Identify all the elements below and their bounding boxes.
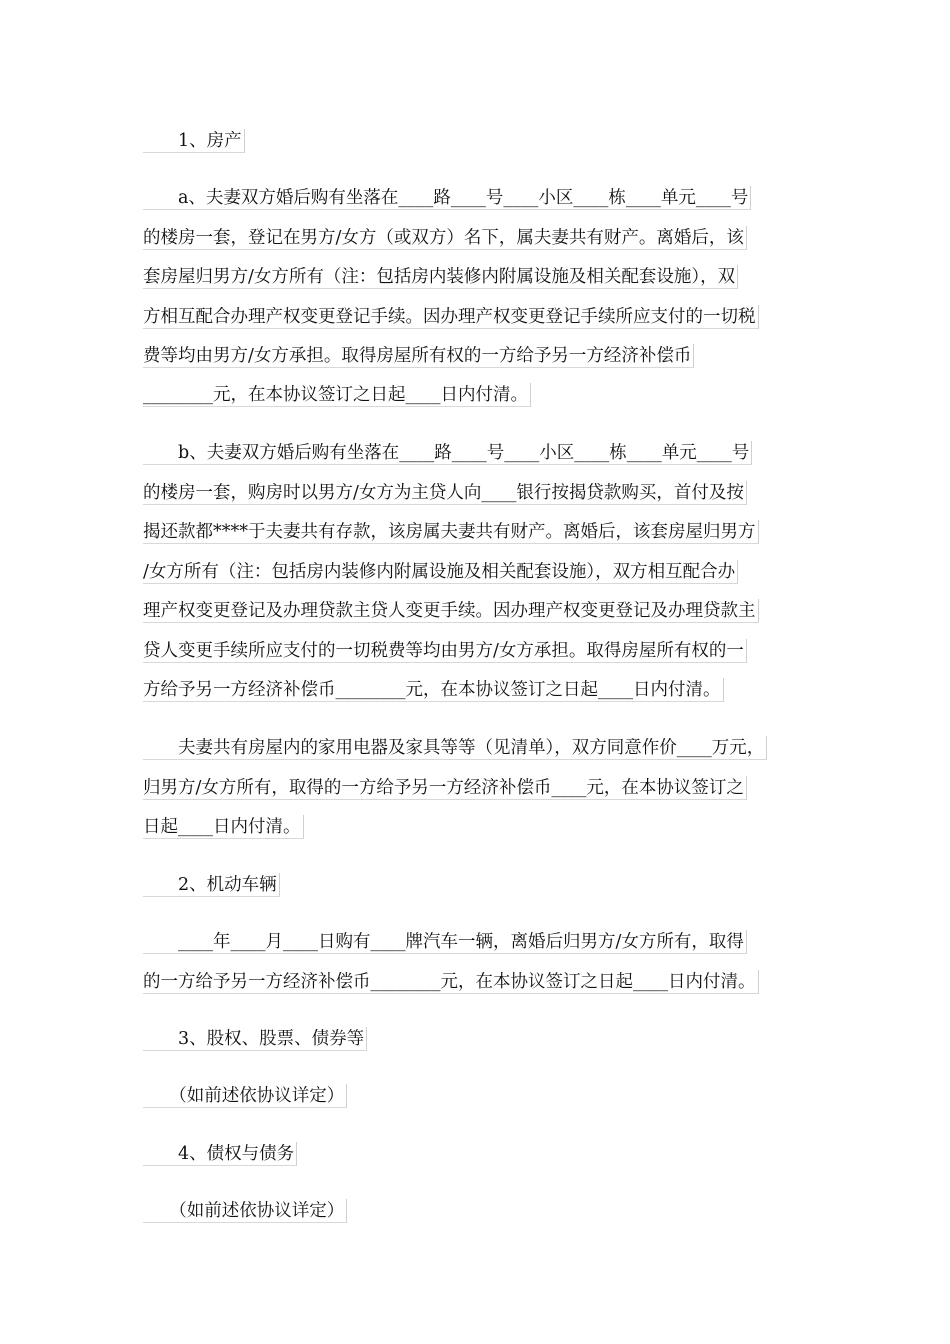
- paragraph-b-line-6: 贷人变更手续所应支付的一切税费等均由男方/女方承担。取得房屋所有权的一: [143, 639, 747, 663]
- paragraph-a-line-5: 费等均由男方/女方承担。取得房屋所有权的一方给予另一方经济补偿币: [143, 344, 694, 368]
- paragraph-a-line-4: 方相互配合办理产权变更登记手续。因办理产权变更登记手续所应支付的一切税: [143, 305, 759, 329]
- paragraph-b-line-3: 揭还款都****于夫妻共有存款，该房属夫妻共有财产。离婚后，该套房屋归男方: [143, 520, 759, 544]
- paragraph-c-line-3: 日起____日内付清。: [143, 815, 304, 839]
- paragraph-a-line-2: 的楼房一套，登记在男方/女方（或双方）名下，属夫妻共有财产。离婚后，该: [143, 226, 747, 250]
- paragraph-b-line-4: /女方所有（注：包括房内装修内附属设施及相关配套设施），双方相互配合办: [143, 560, 738, 584]
- paragraph-b-line-1: b、夫妻双方婚后购有坐落在____路____号____小区____栋____单元____号: [143, 441, 752, 465]
- section-heading-property: 1、房产: [143, 129, 245, 153]
- section-heading-vehicle: 2、机动车辆: [143, 873, 280, 897]
- paragraph-c-line-2: 归男方/女方所有，取得的一方给予另一方经济补偿币____元，在本协议签订之: [143, 776, 747, 800]
- paragraph-c-line-1: 夫妻共有房屋内的家用电器及家具等等（见清单），双方同意作价____万元，: [143, 736, 767, 760]
- paragraph-a-line-6: ________元，在本协议签订之日起____日内付清。: [143, 383, 531, 407]
- paragraph-d-line-1: ____年____月____日购有____牌汽车一辆，离婚后归男方/女方所有，取得: [143, 930, 747, 954]
- paragraph-d-line-2: 的一方给予另一方经济补偿币________元，在本协议签订之日起____日内付清。: [143, 970, 759, 994]
- paragraph-a-line-1: a、夫妻双方婚后购有坐落在____路____号____小区____栋____单元____号: [143, 186, 751, 210]
- paragraph-a-line-3: 套房屋归男方/女方所有（注：包括房内装修内附属设施及相关配套设施），双: [143, 265, 738, 289]
- paragraph-b-line-7: 方给予另一方经济补偿币________元，在本协议签订之日起____日内付清。: [143, 678, 724, 702]
- section-heading-equity: 3、股权、股票、债券等: [143, 1027, 367, 1051]
- note-debts: （如前述依协议详定）: [143, 1199, 347, 1223]
- paragraph-b-line-5: 理产权变更登记及办理贷款主贷人变更手续。因办理产权变更登记及办理贷款主: [143, 599, 759, 623]
- note-equity: （如前述依协议详定）: [143, 1084, 347, 1108]
- section-heading-debts: 4、债权与债务: [143, 1142, 297, 1166]
- paragraph-b-line-2: 的楼房一套，购房时以男方/女方为主贷人向____银行按揭贷款购买，首付及按: [143, 481, 747, 505]
